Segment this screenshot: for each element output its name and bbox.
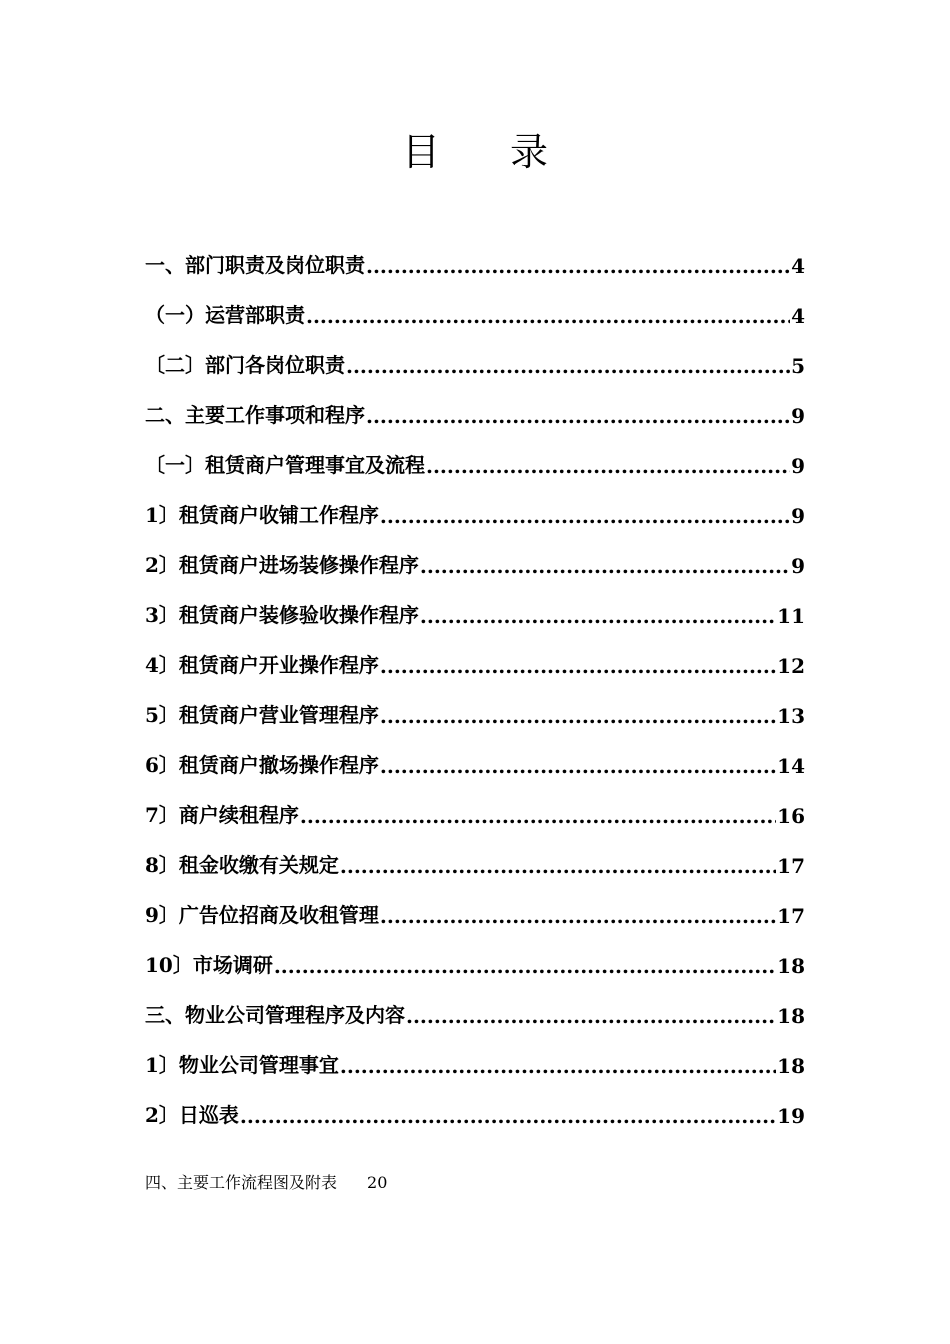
toc-entry-label: 二、主要工作事项和程序 [145,403,365,427]
toc-entry-page: 18 [777,1004,805,1028]
toc-entry-page: 4 [791,254,805,278]
toc-entry-label: 1〕物业公司管理事宜 [145,1053,339,1077]
toc-entry[interactable] [145,578,805,628]
toc-entry[interactable] [145,778,805,828]
toc-entry-label: 一、部门职责及岗位职责 [145,253,365,277]
toc-entry-page: 17 [777,904,805,928]
title-char-1: 目 [401,130,440,174]
toc-entry-page: 18 [777,954,805,978]
toc-leader-dots [366,404,790,428]
toc-leader-dots [426,454,790,478]
toc-entry-label: 1〕租赁商户收铺工作程序 [145,503,379,527]
toc-entry-label: 9〕广告位招商及收租管理 [145,903,379,927]
toc-entry-label: 7〕商户续租程序 [145,803,299,827]
toc-leader-dots [380,654,776,678]
toc-entry-label: 4〕租赁商户开业操作程序 [145,653,379,677]
toc-entry-page: 4 [791,304,805,328]
toc-entry-label: 〔二〕部门各岗位职责 [145,353,345,377]
toc-leader-dots [366,254,790,278]
toc-entry-label: 8〕租金收缴有关规定 [145,853,339,877]
toc-leader-dots [340,1054,776,1078]
toc-entry-label: 6〕租赁商户撤场操作程序 [145,753,379,777]
toc-leader-dots [300,804,776,828]
toc-entry[interactable] [145,428,805,478]
toc-entry-page: 9 [791,454,805,478]
toc-entry-label: 2〕租赁商户进场装修操作程序 [145,553,419,577]
toc-leader-dots [380,904,776,928]
toc-entry-page: 9 [791,504,805,528]
toc-leader-dots [306,304,790,328]
toc-entry-page: 12 [777,654,805,678]
toc-entry-page: 5 [791,354,805,378]
toc-entry[interactable] [145,228,805,278]
toc-leader-dots [380,504,790,528]
toc-entry-label: 〔一〕租赁商户管理事宜及流程 [145,453,425,477]
toc-leader-dots [340,854,776,878]
toc-leader-dots [274,954,776,978]
toc-entry[interactable] [145,478,805,528]
toc-entry-label: 5〕租赁商户营业管理程序 [145,703,379,727]
toc-entry-page: 9 [791,554,805,578]
toc-entry[interactable] [145,378,805,428]
toc-entry[interactable] [145,528,805,578]
toc-entry-page: 18 [777,1054,805,1078]
toc-entry-page: 11 [777,604,805,628]
toc-entry[interactable] [145,1028,805,1078]
toc-entry-label: 三、物业公司管理程序及内容 [145,1003,405,1027]
toc-entry-label: （一）运营部职责 [145,303,305,327]
toc-leader-dots [346,354,790,378]
toc-entry-page: 14 [777,754,805,778]
toc-entry[interactable] [145,1078,805,1128]
toc-leader-dots [380,704,776,728]
toc-entry-page: 13 [777,704,805,728]
toc-entry-label: 2〕日巡表 [145,1103,239,1127]
toc-footer-label: 四、主要工作流程图及附表 [145,1173,338,1192]
toc-entry-page: 16 [777,804,805,828]
toc-entry[interactable] [145,328,805,378]
toc-leader-dots [406,1004,776,1028]
toc-entry[interactable] [145,728,805,778]
toc-entry-label: 3〕租赁商户装修验收操作程序 [145,603,419,627]
toc-leader-dots [420,554,790,578]
toc-entry[interactable] [145,878,805,928]
toc-footer-page: 20 [367,1173,388,1192]
toc-leader-dots [380,754,776,778]
toc-footer-entry[interactable] [145,1172,387,1194]
toc-entry-page: 17 [777,854,805,878]
toc-entry-page: 19 [777,1104,805,1128]
toc-entry[interactable] [145,978,805,1028]
page-title [0,128,950,176]
toc-entry[interactable] [145,628,805,678]
toc-entry[interactable] [145,828,805,878]
toc-entry-label: 10〕市场调研 [145,953,273,977]
table-of-contents [145,228,805,1128]
toc-entry[interactable] [145,928,805,978]
title-char-2: 录 [510,130,549,174]
toc-entry-page: 9 [791,404,805,428]
toc-entry[interactable] [145,278,805,328]
toc-leader-dots [420,604,776,628]
toc-entry[interactable] [145,678,805,728]
toc-leader-dots [240,1104,776,1128]
